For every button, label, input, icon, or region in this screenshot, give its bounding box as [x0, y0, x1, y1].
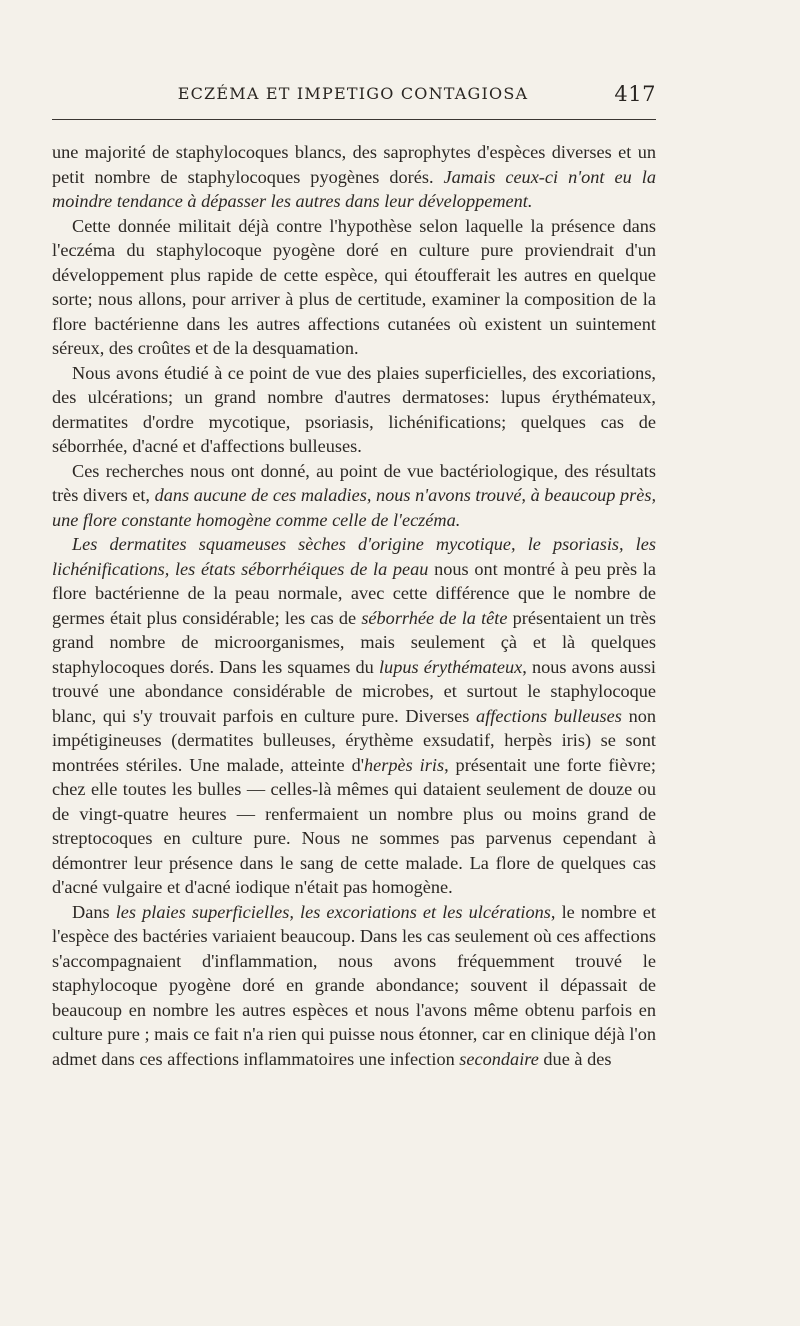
paragraph	[52, 532, 656, 900]
text-run: , présentait une forte fièvre; chez elle toutes les bulles — celles-là mêmes qui dataient seulement de douze ou de vingt-quatre heures — renfermaient un nombre plus ou moins grand de streptocoques en culture pure. Nous ne sommes pas parvenus cependant à démontrer leur présence dans le sang de cette malade. La flore de quelques cas d'acné vulgaire et d'acné iodique n'était pas homogène.	[52, 754, 656, 897]
text-run: une majorité de staphylocoques blancs, des saprophytes d'espèces diverses et un petit nombre de staphylocoques pyogènes dorés.	[52, 142, 656, 187]
italic-text: lupus érythémateux	[378, 656, 523, 677]
paragraph	[52, 140, 656, 214]
text-run: , le nombre et l'espèce des bactéries variaient beaucoup. Dans les cas seulement où ces affections s'accompagnaient d'inflammation, nous avons fréquemment trouvé le staphylocoque pyogène doré en grande abondance; souvent il dépassait de beaucoup en nombre les autres espèces et nous l'avons même obtenu parfois en culture pure ; mais ce fait n'a rien qui puisse nous étonner, car en clinique déjà l'on admet dans ces affections inflammatoires une infection	[52, 901, 657, 1069]
paragraph	[52, 459, 656, 533]
page-number: 417	[614, 82, 656, 106]
paragraph	[52, 214, 656, 361]
paragraph	[52, 361, 656, 459]
text-run: Dans	[72, 901, 116, 922]
paragraph	[52, 900, 656, 1072]
text-run: nous ont montré à peu près la flore bactérienne de la peau normale, avec cette différence que le nombre de germes était plus considérable; les cas de	[52, 558, 656, 628]
italic-text: les plaies superficielles, les excoriations et les ulcérations	[115, 901, 551, 922]
text-run: , nous avons aussi trouvé une abondance considérable de microbes, et surtout le staphylocoque blanc, qui s'y trouvait parfois en culture pure. Diverses	[52, 656, 657, 726]
italic-text: Les dermatites squameuses sèches d'origine mycotique, le psoriasis, les lichénifications, les états séborrhéiques de la peau	[52, 534, 656, 579]
body-text	[52, 140, 656, 1071]
text-run: non impétigineuses (dermatites bulleuses, érythème exsudatif, herpès iris) se sont montrées stériles. Une malade, atteinte d'	[52, 705, 656, 775]
text-run: Nous avons étudié à ce point de vue des plaies superficielles, des excoriations, des ulcérations; un grand nombre d'autres dermatoses: lupus érythémateux, dermatites d'ordre mycotique, psoriasis, lichénifications; quelques cas de séborrhée, d'acné et d'affections bulleuses.	[52, 362, 656, 456]
italic-text: Jamais ceux-ci n'ont eu la moindre tendance à dépasser les autres dans leur développement.	[52, 166, 656, 211]
text-run: Ces recherches nous ont donné, au point de vue bactériologique, des résultats très divers et,	[52, 460, 656, 505]
running-head	[52, 84, 654, 110]
italic-text: herpès iris	[364, 754, 445, 775]
running-head-title: ECZÉMA ET IMPETIGO CONTAGIOSA	[177, 84, 529, 103]
text-run: présentaient un très grand nombre de microorganismes, mais seulement çà et là quelques staphylocoques dorés. Dans les squames du	[52, 607, 656, 677]
italic-text: affections bulleuses	[476, 705, 622, 726]
italic-text: secondaire	[459, 1048, 539, 1069]
text-run: Cette donnée militait déjà contre l'hypothèse selon laquelle la présence dans l'eczéma du staphylocoque pyogène doré en culture pure proviendrait d'un développement plus rapide de cette espèce, qui étoufferait les autres en quelque sorte; nous allons, pour arriver à plus de certitude, examiner la composition de la flore bactérienne dans les autres affections cutanées où existent un suintement séreux, des croûtes et de la desquamation.	[52, 215, 656, 358]
header-rule	[52, 119, 656, 120]
italic-text: séborrhée de la tête	[361, 607, 508, 628]
italic-text: dans aucune de ces maladies, nous n'avons trouvé, à beaucoup près, une flore constante homogène comme celle de l'eczéma.	[52, 485, 657, 530]
text-run: due à des	[538, 1048, 612, 1069]
